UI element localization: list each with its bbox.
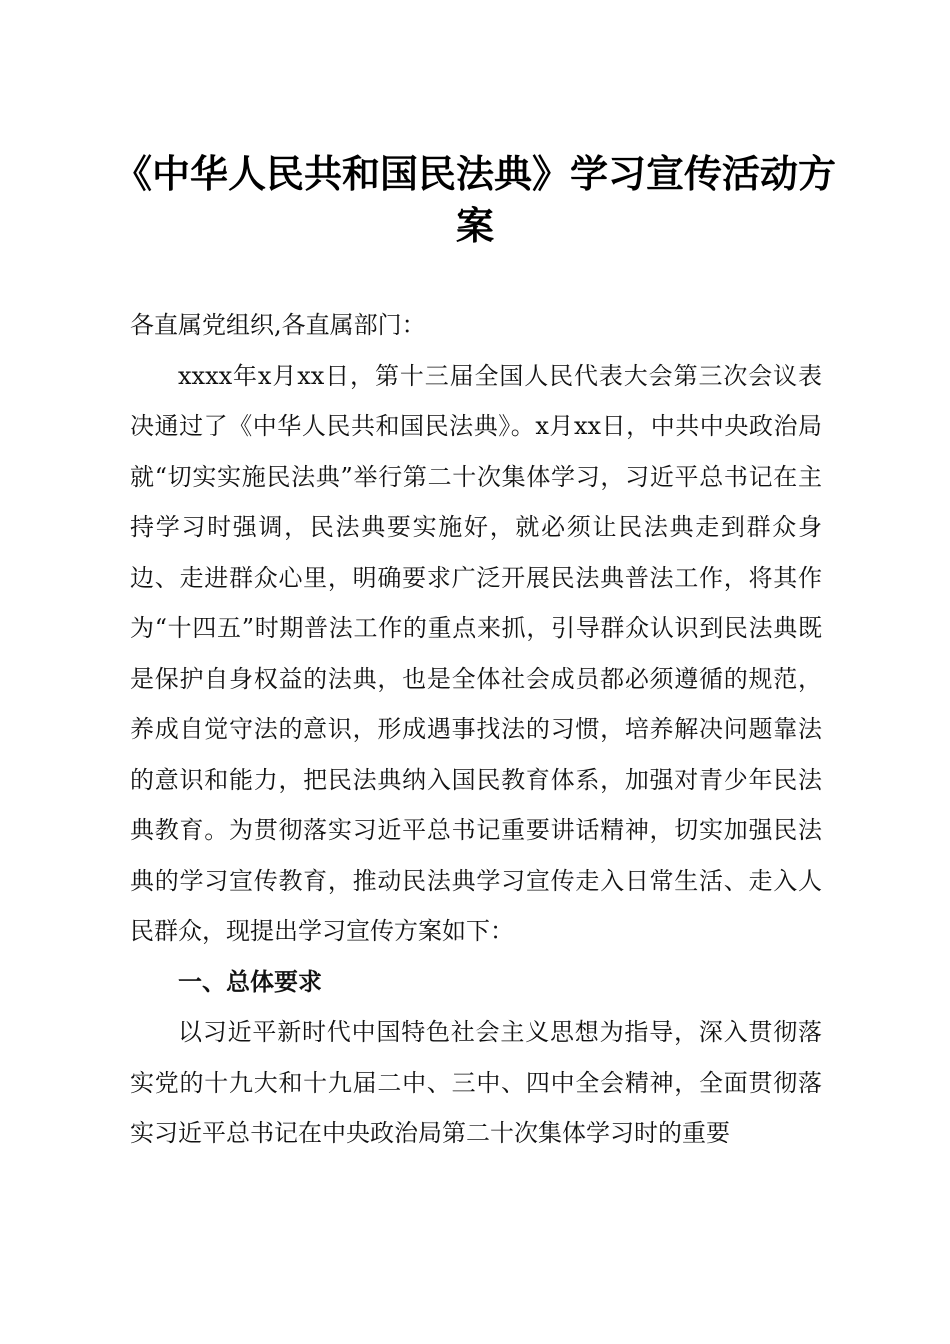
section-heading-general-requirements: 一、总体要求 [178,967,322,996]
intro-paragraph: xxxx年x月xx日，第十三届全国人民代表大会第三次会议表决通过了《中华人民共和国民法典》。x月xx日，中共中央政治局就“切实实施民法典”举行第二十次集体学习，习近平总书记在主持学习时强调，民法典要实施好，就必须让民法典走到群众身边、走进群众心里，明确要求广泛开展民法典普法工作，将其作为“十四五”时期普法工作的重点来抓，引导群众认识到民法典既是保护自身权益的法典，也是全体社会成员都必须遵循的规范，养成自觉守法的意识，形成遇事找法的习惯，培养解决问题靠法的意识和能力，把民法典纳入国民教育体系，加强对青少年民法典教育。为贯彻落实习近平总书记重要讲话精神，切实加强民法典的学习宣传教育，推动民法典学习宣传走入日常生活、走入人民群众，现提出学习宣传方案如下： [130,361,822,945]
document-title: 《中华人民共和国民法典》学习宣传活动方案 [113,152,836,248]
salutation: 各直属党组织,各直属部门： [130,311,426,339]
section-paragraph-general-requirements: 以习近平新时代中国特色社会主义思想为指导，深入贯彻落实党的十九大和十九届二中、三中、四中全会精神，全面贯彻落实习近平总书记在中央政治局第二十次集体学习时的重要 [130,1018,822,1147]
document-body [130,300,822,1159]
